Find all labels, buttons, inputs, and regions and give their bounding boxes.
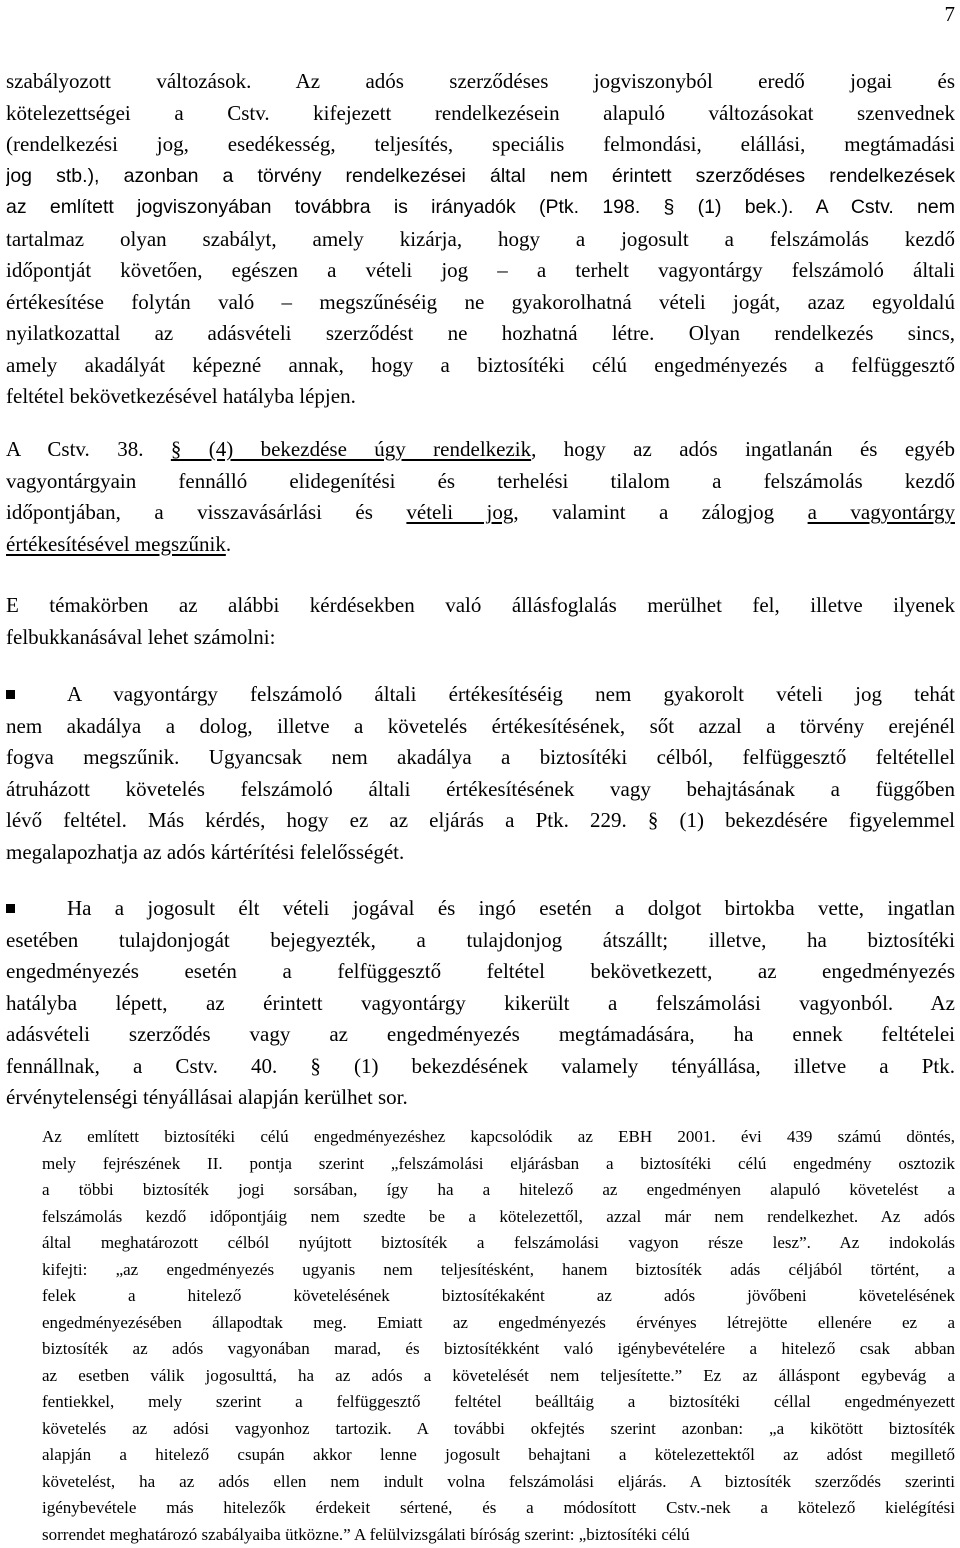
bullet1-line xyxy=(6,679,955,711)
paragraph-2-line-2: vagyontárgyain fennálló elidegenítési és terhelési tilalom a felszámolás kezdő xyxy=(6,466,955,498)
p4-line: által meghatározott célból nyújtott biztosíték a felszámolási vagyon része lesz”. Az indokolás xyxy=(42,1230,955,1257)
p3-line: felbukkanásával lehet számolni: xyxy=(6,622,955,654)
p1-line: értékesítése folytán való – megszűnéséig ne gyakorolhatná vételi jogát, azaz egyoldalú xyxy=(6,287,955,319)
paragraph-2 xyxy=(6,434,955,560)
bullet2-line: fennállnak, a Cstv. 40. § (1) bekezdésének valamely tényállása, illetve a Ptk. xyxy=(6,1051,955,1083)
p4-line: engedményezésében állapodtak meg. Emiatt az engedményezés érvényes létrejötte ellenére ez a xyxy=(42,1310,955,1337)
paragraph-2-line-4: értékesítésével megszűnik. xyxy=(6,529,955,561)
underlined-vetel-jog: vételi jog xyxy=(406,500,513,524)
paragraph-2-line-1: A Cstv. 38. § (4) bekezdése úgy rendelkezik, hogy az adós ingatlanán és egyéb xyxy=(6,434,955,466)
p4-line: követelés az adósi vagyonhoz tartozik. A további okfejtés szerint azonban: „a kikötött biztosíték xyxy=(42,1416,955,1443)
p1-line: jog stb.), azonban a törvény rendelkezései által nem érintett szerződéses rendelkezések xyxy=(6,161,955,193)
bullet1-line: fogva megszűnik. Ugyancsak nem akadálya a biztosítéki célból, felfüggesztő feltétellel xyxy=(6,742,955,774)
bullet1-line: megalapozhatja az adós kártérítési felelősségét. xyxy=(6,837,955,869)
underlined-vagyontargy: a vagyontárgy xyxy=(808,500,955,524)
paragraph-3 xyxy=(6,590,955,653)
p4-line: alapján a hitelező csupán akkor lenne jogosult behajtani a kötelezettektől az adóst megillető xyxy=(42,1442,955,1469)
p4-line: kifejti: „az engedményezés ugyanis nem teljesítésként, hanem biztosíték adás céljából történt, a xyxy=(42,1257,955,1284)
p1-line: időpontját követően, egészen a vételi jog – a terhelt vagyontárgy felszámoló általi xyxy=(6,255,955,287)
bullet2-line: esetében tulajdonjogát bejegyezték, a tulajdonjog átszállt; illetve, ha biztosítéki xyxy=(6,925,955,957)
p4-line: követelést, ha az adós ellen nem indult volna felszámolási eljárás. A biztosíték szerződés szerinti xyxy=(42,1469,955,1496)
p1-line: tartalmaz olyan szabályt, amely kizárja, hogy a jogosult a felszámolás kezdő xyxy=(6,224,955,256)
bullet1-line: lévő feltétel. Más kérdés, hogy ez az eljárás a Ptk. 229. § (1) bekezdésére figyelemmel xyxy=(6,805,955,837)
p1-line: nyilatkozattal az adásvételi szerződést ne hozhatná létre. Olyan rendelkezés sincs, xyxy=(6,318,955,350)
p1-line: szabályozott változások. Az adós szerződéses jogviszonyból eredő jogai és xyxy=(6,66,955,98)
bullet2-line: adásvételi szerződés vagy az engedményezés megtámadására, ha ennek feltételei xyxy=(6,1019,955,1051)
p3-line: E témakörben az alábbi kérdésekben való állásfoglalás merülhet fel, illetve ilyenek xyxy=(6,590,955,622)
p1-line: kötelezettségei a Cstv. kifejezett rendelkezésein alapuló változásokat szenvednek xyxy=(6,98,955,130)
p4-line: biztosíték az adós vagyonában marad, és biztosítékként való igénybevételére a hitelező csak abban xyxy=(42,1336,955,1363)
p1-line: feltétel bekövetkezésével hatályba lépjen. xyxy=(6,381,955,413)
p4-line: Az említett biztosítéki célú engedményezéshez kapcsolódik az EBH 2001. évi 439 számú döntés, xyxy=(42,1124,955,1151)
p4-line: felszámolás kezdő időpontjáig nem szedte be a kötelezettől, azzal már nem rendelkezhet. Az adós xyxy=(42,1204,955,1231)
bullet2-line: érvénytelenségi tényállásai alapján kerülhet sor. xyxy=(6,1082,955,1114)
p4-line: mely fejrészének II. pontja szerint „felszámolási eljárásban a biztosítéki célú engedmény osztozik xyxy=(42,1151,955,1178)
paragraph-4 xyxy=(42,1124,955,1548)
p1-line: amely akadályát képezné annak, hogy a biztosítéki célú engedményezés a felfüggesztő xyxy=(6,350,955,382)
underlined-megszunik: értékesítésével megszűnik xyxy=(6,532,226,556)
p4-line: fentiekkel, mely szerint a felfüggesztő feltétel beálltáig a biztosítéki céllal engedményezett xyxy=(42,1389,955,1416)
bullet-item-2 xyxy=(6,893,955,1114)
paragraph-2-line-3: időpontjában, a visszavásárlási és vételi jog, valamint a zálogjog a vagyontárgy xyxy=(6,497,955,529)
p4-line: felek a hitelező követelésének biztosítékaként az adós jövőbeni követelésének xyxy=(42,1283,955,1310)
p4-line: az esetben válik jogosulttá, ha az adós a követelését nem teljesítette.” Ez az álláspont egybevág a xyxy=(42,1363,955,1390)
bullet-text: A vagyontárgy felszámoló általi értékesítéséig nem gyakorolt vételi jog tehát xyxy=(67,682,955,706)
bullet1-line: átruházott követelés felszámoló általi értékesítésének vagy behajtásának a függőben xyxy=(6,774,955,806)
bullet2-line: engedményezés esetén a felfüggesztő feltétel bekövetkezett, az engedményezés xyxy=(6,956,955,988)
bullet1-line: nem akadálya a dolog, illetve a követelés értékesítésének, sőt azzal a törvény erejénél xyxy=(6,711,955,743)
page-number: 7 xyxy=(0,2,955,27)
bullet-square-icon xyxy=(6,904,15,913)
paragraph-1 xyxy=(6,66,955,413)
bullet-item-1 xyxy=(6,679,955,868)
p1-line: az említett jogviszonyában továbbra is irányadók (Ptk. 198. § (1) bek.). A Cstv. nem xyxy=(6,192,955,224)
bullet-text: Ha a jogosult élt vételi jogával és ingó esetén a dolgot birtokba vette, ingatlan xyxy=(67,896,955,920)
underlined-reference: § (4) bekezdése úgy rendelkezik xyxy=(171,437,531,461)
p4-line: sorrendet meghatározó szabályaiba ütközne.” A felülvizsgálati bíróság szerint: „biztosítéki célú xyxy=(42,1522,955,1548)
p1-line: (rendelkezési jog, esedékesség, teljesítés, speciális felmondási, elállási, megtámadási xyxy=(6,129,955,161)
p4-line: igénybevétele más hitelezők érdekeit sértené, és a módosított Cstv.-nek a kötelező kielégítési xyxy=(42,1495,955,1522)
bullet2-line: hatályba lépett, az érintett vagyontárgy kikerült a felszámolási vagyonból. Az xyxy=(6,988,955,1020)
bullet2-line xyxy=(6,893,955,925)
p4-line: a többi biztosíték jogi sorsában, így ha a hitelező az engedményen alapuló követelést a xyxy=(42,1177,955,1204)
bullet-square-icon xyxy=(6,690,15,699)
